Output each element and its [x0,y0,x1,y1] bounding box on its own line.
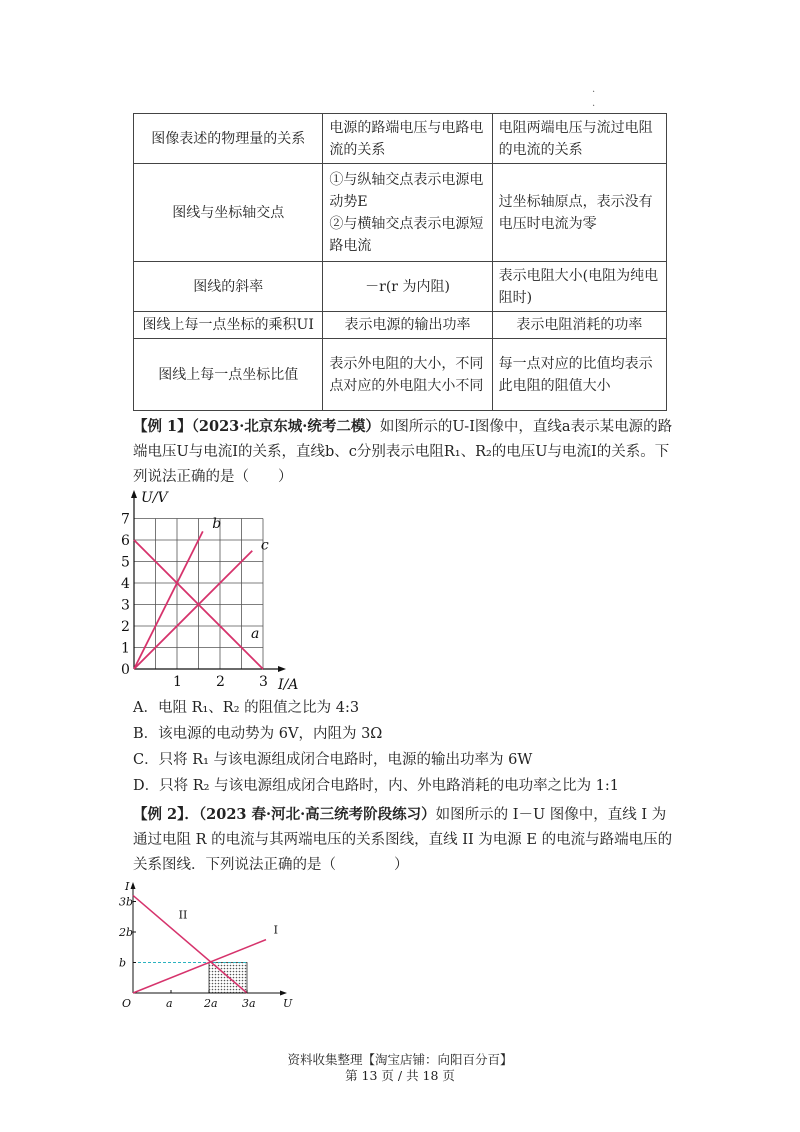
example2-iu-chart [115,880,300,1020]
page-number: 第 13 页 / 共 18 页 [345,1068,455,1083]
table-header-cell: 图像表述的物理量的关系 [134,114,323,164]
series-label-b: b [212,516,222,533]
series-label-I: I [273,923,278,937]
y-tick-label: 3b [119,895,134,909]
y-tick-label: 5 [121,554,130,571]
table-cell-line: ①与纵轴交点表示电源电动势E [329,171,484,210]
y-tick-label: 2 [121,619,130,635]
series-label-c: c [260,537,269,554]
table-cell: 每一点对应的比值均表示此电阻的阻值大小 [492,339,666,411]
y-tick-label: 2b [119,926,134,939]
y-tick-label: b [119,956,127,970]
table-cell: 过坐标轴原点，表示没有电压时电流为零 [492,164,666,262]
y-axis-label: U/V [141,490,168,506]
series-line-II [133,895,247,993]
table-row [134,262,667,312]
table-row-label: 图线上每一点坐标的乘积UI [134,312,323,339]
x-axis-label: I/A [278,677,299,693]
chart1-labels [121,490,298,693]
x-tick-label: 1 [173,674,182,690]
x-axis-arrow [278,666,286,672]
x-tick-label: 3 [259,674,268,690]
comparison-table [133,113,667,411]
series-line-c [134,551,252,669]
table-cell: 表示外电阻的大小，不同点对应的外电阻大小不同 [323,339,492,411]
example2-question: 如图所示的 I－U 图像中，直线 I 为通过电阻 R 的电流与其两端电压的关系图线，直线 II 为电源 E 的电流与路端电压的关系图线．下列说法正确的是（ ） [133,807,673,873]
series-line-b [134,531,203,669]
table-cell [323,164,492,262]
y-tick-label: 7 [121,511,130,528]
series-label-a: a [250,625,260,642]
page-mark: . [592,84,596,95]
origin-label: O [122,997,132,1010]
table-row [134,114,667,164]
example1-stem [133,414,673,490]
table-row [134,339,667,411]
x-tick-label: a [166,997,173,1010]
option-d: D．只将 R₂ 与该电源组成闭合电路时，内、外电路消耗的电功率之比为 1:1 [133,778,620,794]
table-cell: 表示电源的输出功率 [323,312,492,339]
page-mark: . [592,98,596,109]
table-cell: －r(r 为内阻) [323,262,492,312]
chart2-body [118,880,293,1010]
x-tick-label: 2 [216,674,225,690]
example2-tag: 【例 2】． [133,806,199,823]
table-row-label: 图线的斜率 [134,262,323,312]
y-tick-label: 1 [121,640,130,657]
y-tick-label: 0 [121,662,130,678]
x-axis-arrow [280,991,287,996]
option-c: C．只将 R₁ 与该电源组成闭合电路时，电源的输出功率为 6W [133,752,533,768]
example2-source: （2023 春·河北·高三统考阶段练习） [198,806,436,823]
example1-ui-chart [110,485,310,695]
y-axis-arrow [131,882,136,889]
table-header-cell: 电阻两端电压与流过电阻的电流的关系 [492,114,666,164]
table-cell-line: ②与横轴交点表示电源短路电流 [329,215,484,254]
footer-source: 资料收集整理【淘宝店铺：向阳百分百】 [287,1052,513,1067]
y-tick-label: 3 [121,597,130,614]
table-row-label: 图线上每一点坐标比值 [134,339,323,411]
table-row [134,164,667,262]
x-axis-label: U [283,997,293,1010]
table-header-cell: 电源的路端电压与电路电流的关系 [323,114,492,164]
example2-stem [133,802,673,878]
table-cell: 表示电阻大小(电阻为纯电阻时) [492,262,666,312]
example1-tag: 【例 1】 [133,418,192,435]
table-row [134,312,667,339]
option-a: A．电阻 R₁、R₂ 的阻值之比为 4:3 [133,700,360,716]
x-tick-label: 3a [242,997,256,1010]
table-row-label: 图线与坐标轴交点 [134,164,323,262]
y-axis-label: I [125,880,130,893]
example1-question: 如图所示的U-I图像中，直线a表示某电源的路端电压U与电流I的关系，直线b、c分别表示电阻R₁、R₂的电压U与电流I的关系。下列说法正确的是（ ） [133,419,673,485]
example1-source: （2023·北京东城·统考二模） [191,418,380,435]
table-cell: 表示电阻消耗的功率 [492,312,666,339]
series-label-II: II [178,908,188,922]
y-tick-label: 6 [121,533,130,549]
y-tick-label: 4 [121,576,130,592]
y-axis-arrow [131,490,137,498]
option-b: B．该电源的电动势为 6V，内阻为 3Ω [133,726,383,742]
x-tick-label: 2a [204,997,218,1010]
